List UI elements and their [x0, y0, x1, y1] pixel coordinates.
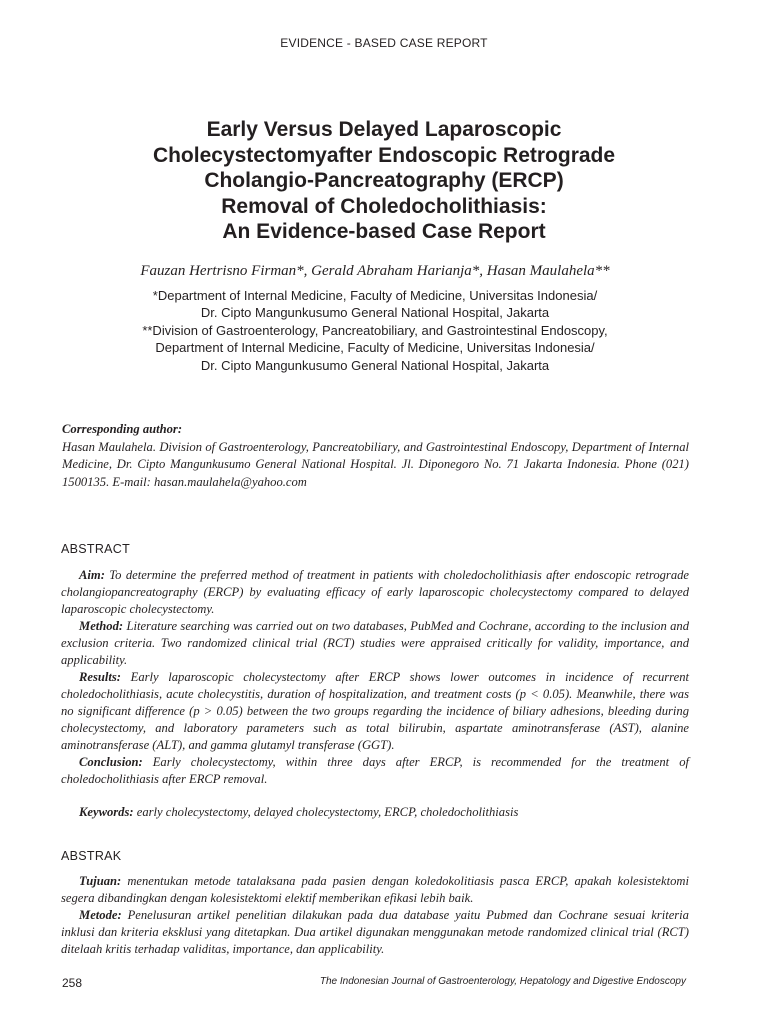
article-title	[84, 117, 684, 245]
keywords-text: early cholecystectomy, delayed cholecystectomy, ERCP, choledocholithiasis	[136, 805, 519, 819]
running-header: EVIDENCE - BASED CASE REPORT	[280, 36, 488, 50]
paragraph-label: Method:	[79, 619, 124, 633]
abstract-method	[61, 618, 689, 669]
affiliation-line: Dr. Cipto Mangunkusumo General National Hospital, Jakarta	[200, 305, 550, 321]
paragraph-label: Results:	[79, 670, 121, 684]
abstract-aim	[61, 567, 689, 618]
paragraph-label: Tujuan:	[79, 874, 122, 888]
affiliations	[0, 287, 750, 374]
keywords	[79, 805, 689, 820]
paragraph-label: Conclusion:	[79, 755, 143, 769]
title-line: Cholecystectomyafter Endoscopic Retrograde	[152, 143, 616, 167]
paragraph-text: Early laparoscopic cholecystectomy after ERCP shows lower outcomes in incidence of recurrent choledocholithiasis, acute cholecystitis, duration of hospitalization, and treatment costs (p < 0.05). Meanwhile, there was no significant difference (p > 0.05) between the two groups regarding the incidence of biliary adhesions, bleeding during cholecystectomy, and laboratory parameters such as total bilirubin, aspartate aminotransferase (AST), alanine aminotransferase (ALT), and gamma glutamyl transferase (GGT).	[61, 670, 689, 752]
title-line: Cholangio-Pancreatography (ERCP)	[204, 169, 564, 192]
corresponding-author-details: Hasan Maulahela. Division of Gastroenterology, Pancreatobiliary, and Gastrointestinal Endoscopy, Department of Internal Medicine, Dr. Cipto Mangunkusumo General National Hospital. Jl. Diponegoro No. 71 Jakarta Indonesia. Phone (021) 1500135. E-mail: hasan.maulahela@yahoo.com	[62, 439, 689, 489]
affiliation-line: *Department of Internal Medicine, Faculty of Medicine, Universitas Indonesia/	[152, 288, 598, 303]
title-line: Removal of Choledocholithiasis:	[221, 194, 547, 218]
paragraph-text: Literature searching was carried out on two databases, PubMed and Cochrane, according to the inclusion and exclusion criteria. Two randomized clinical trial (RCT) studies were appraised critically for validity, importance, and applicability.	[61, 619, 690, 667]
abstract-heading: ABSTRACT	[61, 542, 131, 556]
paragraph-text: Early cholecystectomy, within three days after ERCP, is recommended for the treatment of choledocholithiasis after ERCP removal.	[61, 755, 689, 786]
paragraph-label: Aim:	[79, 568, 105, 582]
paragraph-text: To determine the preferred method of treatment in patients with choledocholithiasis after endoscopic retrograde cholangiopancreatography (ERCP) by evaluating efficacy of early laparoscopic cholecystectomy compared to delayed laparoscopic cholecystectomy.	[61, 568, 689, 616]
abstract-results	[61, 669, 689, 754]
corresponding-author-label: Corresponding author:	[62, 422, 183, 436]
page-number: 258	[62, 976, 83, 990]
corresponding-author	[62, 421, 689, 491]
paragraph-label: Metode:	[79, 908, 122, 922]
keywords-label: Keywords:	[79, 805, 134, 819]
paragraph-text: Penelusuran artikel penelitian dilakukan pada dua database yaitu Pubmed dan Cochrane sesuai kriteria inklusi dan kriteria eksklusi yang ditetapkan. Dua artikel digunakan menggunakan metode randomized clinical trial (RCT) ditelaah kritis terhadap validitas, importance, dan applicability.	[61, 908, 689, 956]
abstract-conclusion	[61, 754, 689, 788]
abstrak-metode	[61, 907, 689, 958]
affiliation-line: Dr. Cipto Mangunkusumo General National Hospital, Jakarta	[200, 357, 550, 373]
abstrak-tujuan	[61, 873, 689, 907]
title-line: Early Versus Delayed Laparoscopic	[206, 118, 562, 141]
paragraph-text: menentukan metode tatalaksana pada pasien dengan koledokolitiasis pasca ERCP, apakah kolesistektomi segera dibandingkan dengan kolesistektomi elektif memberikan efikasi lebih baik.	[61, 874, 689, 905]
abstract-body	[61, 567, 689, 788]
affiliation-line: **Division of Gastroenterology, Pancreatobiliary, and Gastrointestinal Endoscopy,	[142, 322, 608, 338]
abstrak-heading: ABSTRAK	[61, 849, 122, 863]
affiliation-line: Department of Internal Medicine, Faculty of Medicine, Universitas Indonesia/	[155, 340, 595, 356]
abstrak-body	[61, 873, 689, 958]
journal-name: The Indonesian Journal of Gastroenterology, Hepatology and Digestive Endoscopy	[319, 976, 686, 987]
title-line: An Evidence-based Case Report	[222, 220, 546, 243]
author-list: Fauzan Hertrisno Firman*, Gerald Abraham Harianja*, Hasan Maulahela**	[140, 263, 610, 279]
